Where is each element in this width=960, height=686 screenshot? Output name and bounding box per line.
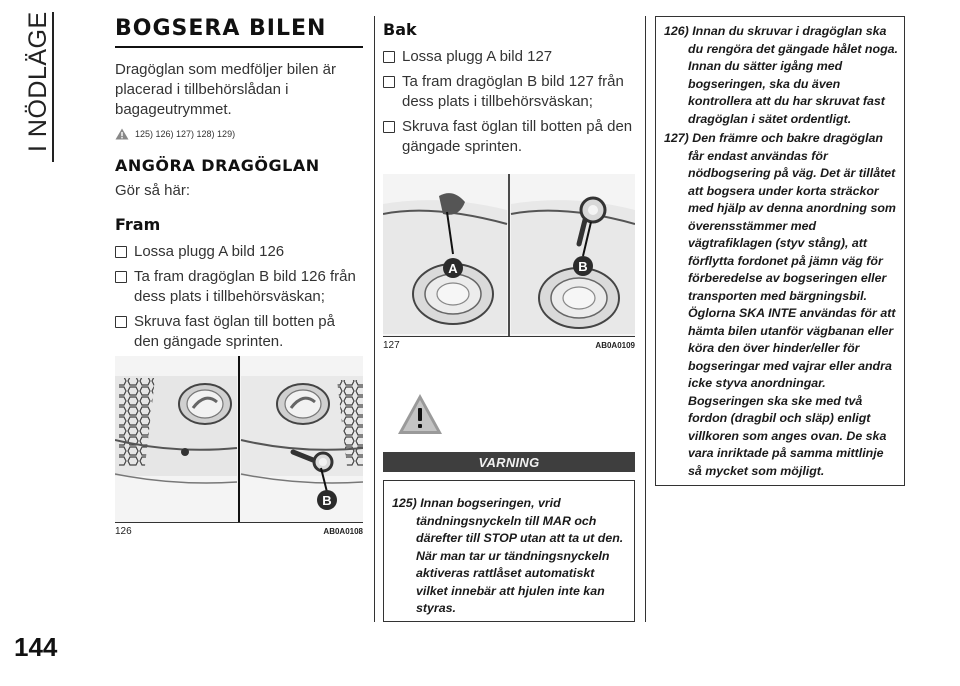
column-divider-1 xyxy=(374,16,375,622)
warning-box xyxy=(383,480,635,622)
column-2 xyxy=(383,16,635,157)
front-bumper-illustration xyxy=(115,356,363,522)
checkbox-bullet-icon xyxy=(383,121,398,132)
figure-126 xyxy=(115,356,363,538)
checkbox-bullet-icon xyxy=(115,316,130,327)
figure-126-label-b: B xyxy=(322,493,332,508)
list-item-text: Ta fram dragöglan B bild 127 från dess plats i tillbehörsväskan; xyxy=(402,73,624,110)
note-127: 127) Den främre och bakre dragöglan får endast användas för nödbogsering på väg. Det är tillåtet att bogsera under korta sträckor med hjälp av denna anordning som överensstämmer med vägtrafiklagen (styv stång), att förflytta fordonet på jämn väg för förberedelse av bogseringen eller transporten med bärgningsbil. Öglorna SKA INTE användas för att hämta bilen utanför vägbanan eller köra den över hinder/eller för bogseringar med vajrar eller andra icke styva anordningar. Bogseringen ska ske med två fordon (dragbil och släp) enligt villkoren som anges ovan. De ska vara inriktade på samma mittlinje så mycket som möjligt. xyxy=(664,131,896,478)
figure-127-label-b: B xyxy=(578,259,588,274)
figure-127-label-a: A xyxy=(448,261,458,276)
warning-references xyxy=(115,128,363,140)
figure-127-baseline xyxy=(383,336,635,337)
section-title: ANGÖRA DRAGÖGLAN xyxy=(115,156,320,175)
figure-127-code: AB0A0109 xyxy=(595,340,635,350)
warning-header: VARNING xyxy=(383,452,635,472)
figure-126-baseline xyxy=(115,522,363,523)
list-item-text: Ta fram dragöglan B bild 126 från dess plats i tillbehörsväskan; xyxy=(134,268,356,305)
column-divider-2 xyxy=(645,16,646,622)
page-number: 144 xyxy=(14,632,58,662)
checkbox-bullet-icon xyxy=(383,76,398,87)
list-item xyxy=(115,312,363,352)
note-126: 126) Innan du skruvar i dragöglan ska du rengöra det gängade hålet noga. Innan du sätter igång med bogseringen, ska du även kontrollera att du har skruvat fast dragöglan i sätet ordentligt. xyxy=(664,24,898,126)
notes-box xyxy=(655,16,905,486)
figure-126-number: 126 xyxy=(115,525,132,537)
list-item-text: Lossa plugg A bild 127 xyxy=(402,48,553,65)
list-item xyxy=(115,242,363,262)
references-text: 125) 126) 127) 128) 129) xyxy=(135,129,236,139)
list-item xyxy=(115,267,363,307)
section-intro: Gör så här: xyxy=(115,182,191,199)
figure-126-caption xyxy=(115,524,363,538)
warning-triangle-icon xyxy=(397,393,443,435)
figure-127-caption xyxy=(383,338,635,352)
figure-127 xyxy=(383,174,635,352)
list-item-text: Lossa plugg A bild 126 xyxy=(134,243,285,260)
checkbox-bullet-icon xyxy=(115,271,130,282)
title-rule xyxy=(115,46,363,48)
chapter-tab xyxy=(14,12,76,162)
warning-note: 125) Innan bogseringen, vrid tändningsnyckeln till MAR och därefter till STOP utan att ta ut den. När man tar ur tändningsnyckeln aktiveras rattlåset automatiskt vilket innebär att hjulen inte kan styras. xyxy=(392,496,624,615)
rear-bumper-illustration xyxy=(383,174,635,336)
front-subtitle: Fram xyxy=(115,215,161,234)
figure-126-code: AB0A0108 xyxy=(323,526,363,536)
rear-subtitle: Bak xyxy=(383,20,417,39)
column-1 xyxy=(115,16,363,352)
list-item xyxy=(383,117,635,157)
list-item xyxy=(383,72,635,112)
intro-paragraph: Dragöglan som medföljer bilen är placerad i tillbehörslådan i bagageutrymmet. xyxy=(115,61,336,118)
chapter-tab-label: I NÖDLÄGE xyxy=(24,11,52,152)
warning-triangle-icon xyxy=(115,128,129,140)
figure-127-number: 127 xyxy=(383,339,400,351)
checkbox-bullet-icon xyxy=(115,246,130,257)
list-item xyxy=(383,47,635,67)
list-item-text: Skruva fast öglan till botten på den gängade sprinten. xyxy=(134,313,335,350)
list-item-text: Skruva fast öglan till botten på den gängade sprinten. xyxy=(402,118,633,155)
checkbox-bullet-icon xyxy=(383,51,398,62)
page-title: BOGSERA BILEN xyxy=(115,16,327,41)
